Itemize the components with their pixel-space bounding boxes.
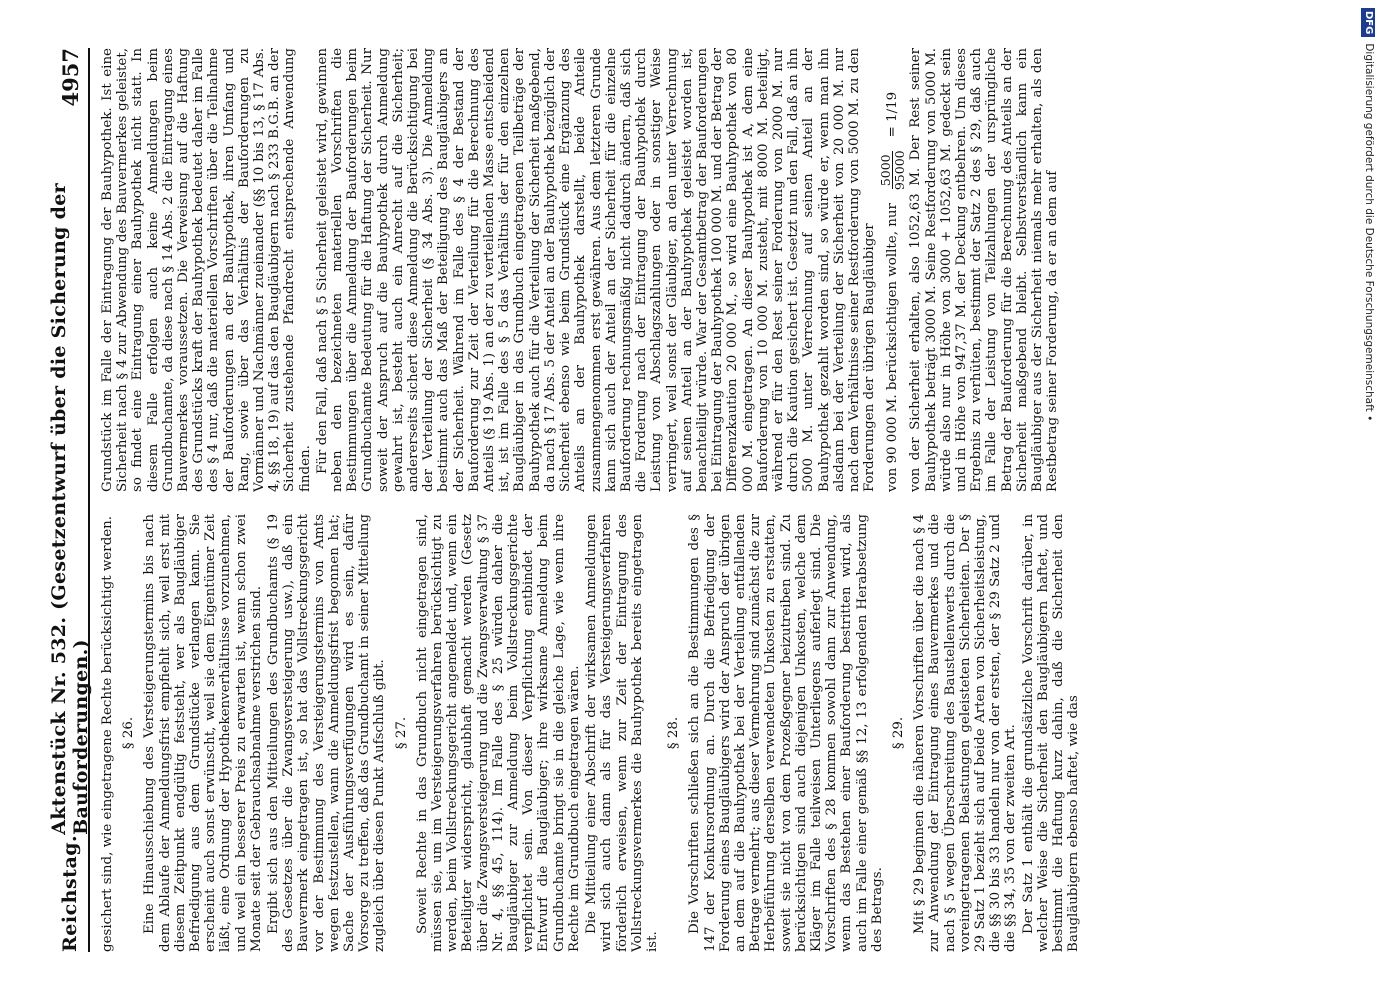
paragraph: Ergibt sich aus den Mitteilungen des Grundbuchamts (§ 19 des Gesetzes über die Zwangsversteigerung usw.), daß ein Bauvermerk eingetragen ist, so hat das Vollstreckungsgericht vor der Bestimmung des Versteigerungstermins von Amts wegen festzustellen, wann die Anmeldungsfrist begonnen hat; Sache der Ausführungsverfügungen wird es sein, dafür Vorsorge zu treffen, daß das Grundbuchamt in seiner Mitteilung zugleich über diesen Punkt Aufschluß gibt. — [266, 514, 388, 952]
digitization-credit — [1360, 8, 1378, 968]
page-header — [48, 48, 92, 952]
paragraph: Für den Fall, daß nach § 5 Sicherheit geleistet wird, gewinnen neben den bezeichneten materiellen Vorschriften die Bestimmungen über die Anmeldung der Bauforderungen beim Grundbuchamte Bedeutung für die Haftung der Sicherheit. Nur soweit der Anspruch auf die Bauhypothek durch Anmeldung gewahrt ist, besteht auch ein Anrecht auf die Sicherheit; andererseits sichert diese Anmeldung die Berücksichtigung bei der Verteilung der Sicherheit (§ 34 Abs. 3). Die Anmeldung bestimmt auch das Maß der Beteiligung des Baugläubigers an der Sicherheit. Während im Falle des § 4 der Bestand der Bauforderung zur Zeit der Verteilung für die Berechnung des Anteils (§ 19 Abs. 1) an der zu verteilenden Masse entscheidend ist, ist im Falle des § 5 das Verhältnis der für den einzelnen Baugläubiger in das Grundbuch eingetragenen Teilbeträge der Bauhypothek auch für die Verteilung der Sicherheit maßgebend, da nach § 17 Abs. 5 der Anteil an der Bauhypothek bezüglich der Sicherheit ebenso wie beim Grundstück eine Ergänzung des Anteils an der Bauhypothek darstellt, beide Anteile zusammengenommen erst gewähren. Aus dem letzteren Grunde kann sich auch der Anteil an der Sicherheit für die einzelne Bauforderung rechnungsmäßig nicht dadurch ändern, daß sich die Forderung nach der Eintragung der Bauhypothek durch Leistung von Abschlagszahlungen oder in sonstiger Weise verringert, weil sonst der Gläubiger, an den unter Verrechnung auf seinen Anteil an der Bauhypothek geleistet worden ist, benachteiligt würde. War der Gesamtbetrag der Bauforderungen bei Eintragung der Bauhypothek 100 000 M. und der Betrag der Differenzkaution 20 000 M., so wird eine Bauhypothek von 80 000 M. eingetragen. An dieser Bauhypothek ist A, dem eine Bauforderung von 10 000 M. zusteht, mit 8000 M. beteiligt, während er für den Rest seiner Forderung von 2000 M. nur durch die Kaution gesichert ist. Gesetzt nun den Fall, daß an ihn 5000 M. unter Verrechnung auf seinen Anteil an der Bauhypothek gezahlt worden sind, so würde er, wenn man ihn alsdann bei der Verteilung der Sicherheit von 20 000 M. nur nach dem Verhältnisse seiner Restforderung von 5000 M. zu den Forderungen der übrigen Baugläubiger — [314, 48, 878, 492]
right-column — [100, 48, 1336, 492]
paragraph: Grundstück im Falle der Eintragung der Bauhypothek. Ist eine Sicherheit nach § 4 zur Abwendung des Bauvermerkes geleistet, so findet eine Eintragung einer Bauhypothek nicht statt. In diesem Falle erfolgen auch keine Anmeldungen beim Grundbuchamte, da diese nach § 14 Abs. 2 die Eintragung eines Bauvermerkes voraussetzen. Die Verweisung auf die Haftung des Grundstücks kraft der Bauhypothek bedeutet daher im Falle des § 4 nur, daß die materiellen Vorschriften über die Teilnahme der Bauforderungen an der Bauhypothek, ihren Umfang und Rang, sowie über das Verhältnis der Bauforderungen zu Vormänner und Nachmänner zueinander (§§ 10 bis 13, § 17 Abs. 4, §§ 18, 19) auf das den Baugläubigern nach § 233 B.G.B. an der Sicherheit zustehende Pfandrecht entsprechende Anwendung finden. — [100, 48, 313, 492]
paragraph: Die Vorschriften schließen sich an die Bestimmungen des § 147 der Konkursordnung an. Durch die Befriedigung der Forderung eines Baugläubigers wird der Anspruch der übrigen an dem auf die Bauhypothek bei der Verteilung entfallenden Betrage vermehrt; aus dieser Vermehrung sind zunächst die zur Herbeiführung derselben verwendeten Unkosten zu erstatten, soweit sie nicht von dem Prozeßgegner beizutreiben sind. Zu berücksichtigen sind auch diejenigen Unkosten, welche dem Kläger im Falle teilweisen Unterliegens auferlegt sind. Die Vorschriften des § 28 kommen sowohl dann zur Anwendung, wenn das Bestehen einer Bauforderung bestritten wird, als auch im Falle einer gemäß §§ 12, 13 erfolgenden Herabsetzung des Betrags. — [687, 514, 885, 952]
paragraph: Der Satz 1 enthält die grundsätzliche Vorschrift darüber, in welcher Weise die Sicherheit den Baugläubigern haftet, und bestimmt die Haftung kurz dahin, daß die Sicherheit den Baugläubigern ebenso haftet, wie das — [1020, 514, 1082, 952]
header-title: Aktenstück Nr. 532. (Gesetzentwurf über die Sicherung der Bauforderungen.) — [48, 183, 92, 835]
page-number: 4957 — [57, 48, 83, 107]
credit-text: Digitalisierung gefördert durch die Deutsche Forschungsgemeinschaft • — [1363, 43, 1375, 422]
paragraph: gesichert sind, wie eingetragene Rechte berücksichtigt werden. — [100, 515, 115, 952]
section-heading: § 29. — [890, 716, 906, 750]
paragraph: Mit § 29 beginnen die näheren Vorschriften über die nach § 4 zur Anwendung der Eintragung eines Bauvermerkes und die nach § 5 wegen Überschreitung des Baustellenwerts durch die voreingetragenen Belastungen geleisteten Sicherheiten. Der § 29 Satz 1 bezieht sich auf beide Arten von Sicherheitsleistung, die §§ 30 bis 33 handeln nur von der ersten, der § 29 Satz 2 und die §§ 34, 35 von der zweiten Art. — [912, 514, 1019, 952]
fraction — [879, 147, 906, 193]
paragraph: von der Sicherheit erhalten, also 1052,63 M. Der Rest seiner Bauhypothek beträgt 3000 M. Seine Restforderung von 5000 M. würde also nur in Höhe von 3000 + 1052,63 M. gedeckt sein und in Höhe von 947,37 M. der Deckung entbehren. Um dieses Ergebnis zu verhüten, bestimmt der Satz 2 des § 29, daß auch im Falle der Leistung von Teilzahlungen der ursprüngliche Betrag der Bauforderung für die Berechnung des Anteils an der Sicherheit maßgebend bleibt. Selbstverständlich kann ein Baugläubiger aus der Sicherheit niemals mehr erhalten, als den Restbetrag seiner Forderung, da er an dem auf — [908, 48, 1061, 492]
paragraph: Die Mitteilung einer Abschrift der wirksamen Anmeldungen wird sich auch dann als für das Versteigerungsverfahren förderlich erweisen, wenn zur Zeit der Eintragung des Vollstreckungsvermerkes die Bauhypothek bereits eingetragen ist. — [584, 514, 660, 952]
fraction-numerator: 5000 — [879, 151, 893, 189]
section-heading: § 27. — [393, 716, 409, 750]
section-heading: § 26. — [121, 716, 137, 750]
header-left: Reichstag. — [59, 834, 81, 952]
section-heading: § 28. — [666, 716, 682, 750]
dfg-logo: DFG — [1361, 8, 1375, 37]
fraction-denominator: 95000 — [892, 150, 908, 191]
fraction-line — [879, 48, 906, 492]
fraction-lead-text: von 90 000 M. berücksichtigen wollte, nur — [885, 203, 901, 492]
paragraph: Eine Hinausschiebung des Versteigerungstermins bis nach dem Ablaufe der Anmeldungsfrist empfiehlt sich, weil erst mit diesem Zeitpunkt endgültig feststeht, wer als Baugläubiger Befriedigung aus dem Grundstücke verlangen kann. Sie erscheint auch sonst erwünscht, weil sie dem Eigentümer Zeit läßt, eine Ordnung der Hypothekenverhältnisse vorzunehmen, und weil ein besserer Preis zu erwarten ist, wenn schon zwei Monate seit der Gebrauchsabnahme verstrichen sind. — [142, 514, 264, 952]
document-page — [48, 40, 1342, 960]
fraction-result: = 1/19 — [885, 91, 901, 138]
credit-text-line — [1360, 8, 1378, 968]
left-column — [100, 514, 1336, 952]
paragraph: Soweit Rechte in das Grundbuch nicht eingetragen sind, müssen sie, um im Versteigerungsverfahren berücksichtigt zu werden, beim Vollstreckungsgericht angemeldet und, wenn ein Beteiligter widerspricht, glaubhaft gemacht werden (Gesetz über die Zwangsversteigerung und die Zwangsverwaltung § 37 Nr. 4, §§ 45, 114). Im Falle des § 25 würden daher die Baugläubiger zur Anmeldung beim Vollstreckungsgerichte verpflichtet sein. Von dieser Verpflichtung entbindet der Entwurf die Baugläubiger; ihre wirksame Anmeldung beim Grundbuchamte bringt sie in die gleiche Lage, wie wenn ihre Rechte im Grundbuch eingetragen wären. — [414, 514, 582, 952]
